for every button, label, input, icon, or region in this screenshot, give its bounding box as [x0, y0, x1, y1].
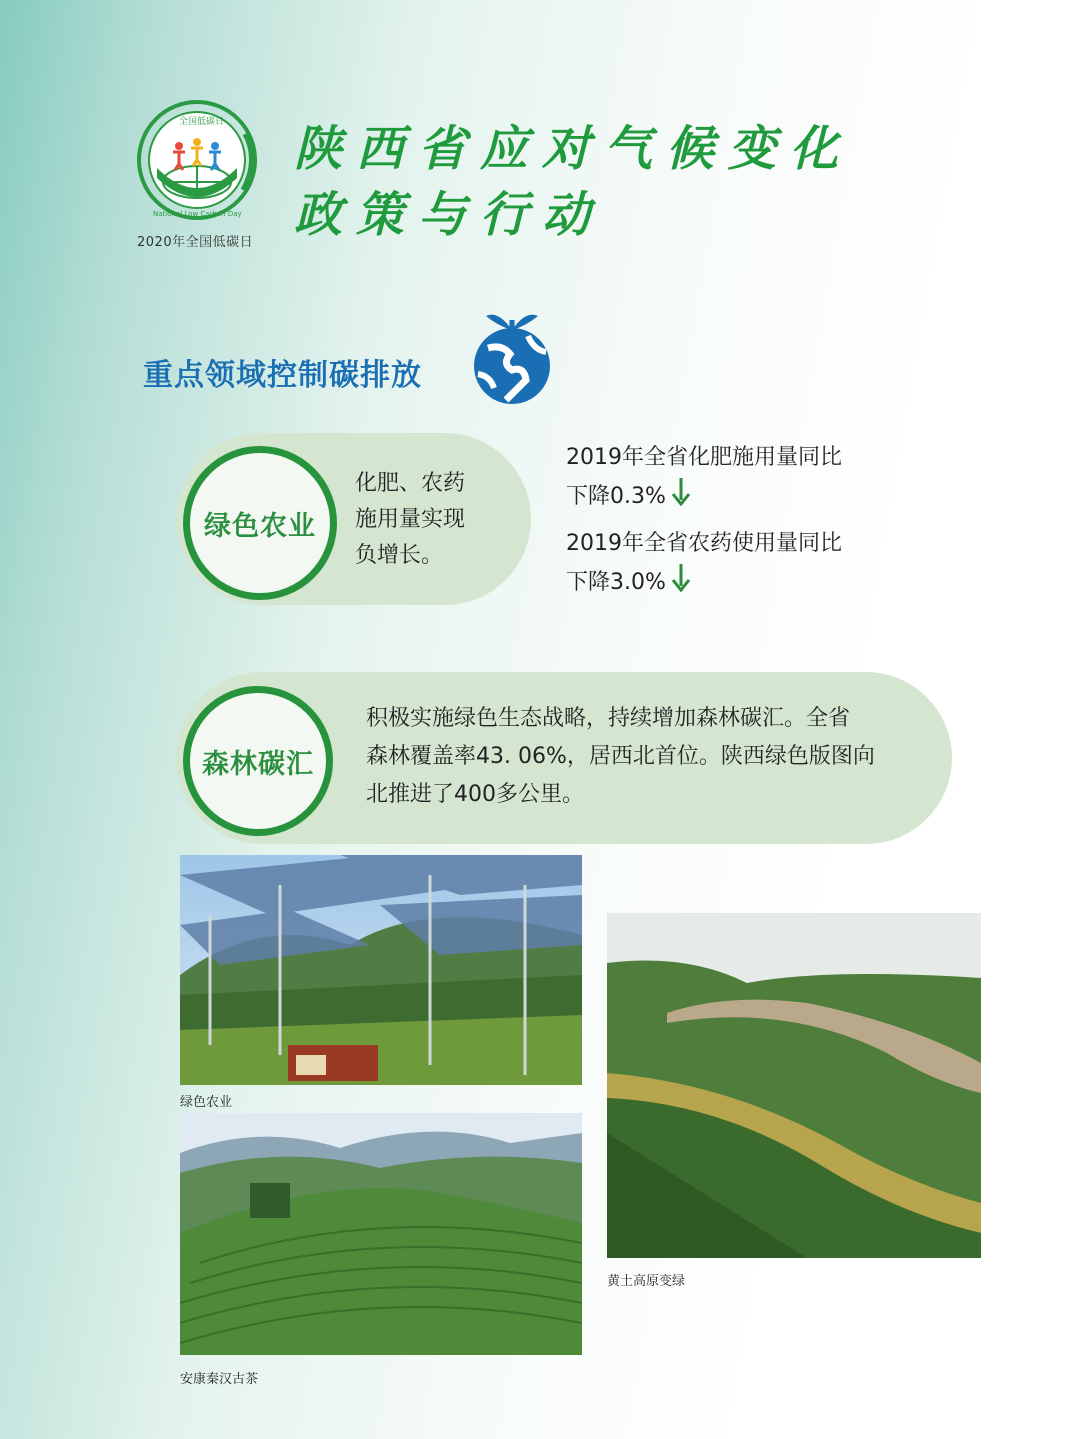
down-arrow-icon	[670, 562, 692, 604]
ankang-tea-photo	[180, 1113, 582, 1355]
green-agriculture-label: 绿色农业	[204, 510, 316, 542]
fertilizer-stat-line2: 下降0.3%	[566, 484, 666, 509]
green-agriculture-photo	[180, 855, 582, 1085]
pesticide-stat-line2: 下降3.0%	[566, 570, 666, 595]
forest-carbon-text	[366, 700, 906, 814]
page-title-line1: 陕西省应对气候变化	[294, 121, 853, 177]
pesticide-stat-line1: 2019年全省农药使用量同比	[566, 531, 842, 556]
forest-carbon-text-line2: 森林覆盖率43. 06%，居西北首位。陕西绿色版图向	[366, 744, 875, 769]
forest-carbon-text-line1: 积极实施绿色生态战略，持续增加森林碳汇。全省	[366, 706, 851, 731]
green-agriculture-text	[355, 466, 515, 574]
globe-sprout-icon	[468, 296, 556, 404]
logo-ring-text-cn: 全国低碳日	[179, 117, 225, 127]
logo-ring-text-en: National Low Carbon Day	[153, 210, 242, 218]
green-agriculture-text-line1: 化肥、农药	[355, 471, 466, 496]
green-agriculture-text-line3: 负增长。	[355, 543, 444, 568]
fertilizer-stat-line1: 2019年全省化肥施用量同比	[566, 445, 842, 470]
green-agriculture-badge	[183, 446, 337, 600]
logo-caption: 2020年全国低碳日	[137, 235, 254, 250]
pesticide-stat	[566, 526, 842, 604]
fertilizer-stat	[566, 440, 842, 518]
photo-caption-green-agriculture: 绿色农业	[180, 1095, 233, 1110]
down-arrow-icon	[670, 476, 692, 518]
forest-carbon-badge	[183, 686, 333, 836]
national-low-carbon-day-logo	[135, 98, 265, 228]
green-agriculture-text-line2: 施用量实现	[355, 507, 466, 532]
loess-plateau-photo	[607, 913, 981, 1258]
photo-caption-ankang-tea: 安康秦汉古茶	[180, 1372, 259, 1387]
page-title-line2: 政策与行动	[294, 187, 605, 243]
section-heading: 重点领域控制碳排放	[143, 358, 422, 393]
photo-caption-loess-plateau: 黄土高原变绿	[607, 1274, 686, 1289]
forest-carbon-text-line3: 北推进了400多公里。	[366, 782, 584, 807]
forest-carbon-label: 森林碳汇	[202, 748, 314, 780]
